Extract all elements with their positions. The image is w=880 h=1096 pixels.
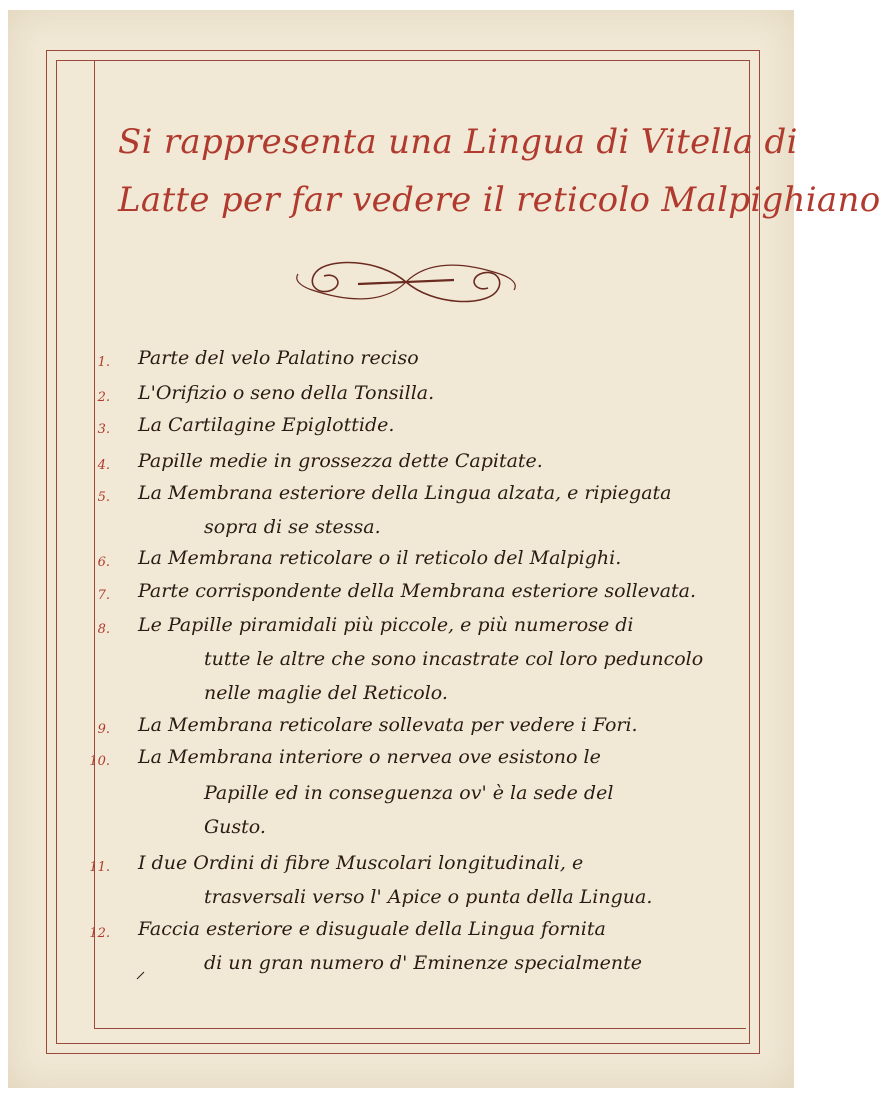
manuscript-page	[8, 10, 880, 1088]
entry-text-line: Parte del velo Palatino reciso	[138, 347, 419, 369]
entry-text-line: tutte le altre che sono incastrate col loro peduncolo	[204, 648, 704, 670]
title-line-2: Latte per far vedere il reticolo Malpighiano	[118, 180, 880, 220]
entry-number: 8.	[97, 622, 110, 637]
entry-number: 1.	[97, 355, 110, 370]
entry-text-line: La Cartilagine Epiglottide.	[138, 414, 395, 436]
entry-number: 4.	[97, 458, 110, 473]
entry-text-line: Le Papille piramidali più piccole, e più numerose di	[138, 614, 634, 636]
entry-number: 2.	[97, 390, 110, 405]
entry-text-line: La Membrana reticolare o il reticolo del Malpighi.	[138, 547, 622, 569]
entry-text-line: Papille medie in grossezza dette Capitate.	[138, 450, 543, 472]
entry-number: 6.	[97, 555, 110, 570]
entry-text-line: La Membrana interiore o nervea ove esistono le	[138, 746, 601, 768]
entry-text-line: Papille ed in conseguenza ov' è la sede del	[204, 782, 614, 804]
entry-number: 12.	[89, 926, 110, 941]
entry-number: 10.	[89, 754, 110, 769]
entry-text-line: Faccia esteriore e disuguale della Lingua fornita	[138, 918, 606, 940]
entry-text-line: sopra di se stessa.	[204, 516, 381, 538]
calligraphic-flourish	[288, 254, 524, 310]
entry-text-line: La Membrana esteriore della Lingua alzata, e ripiegata	[138, 482, 672, 504]
entry-number: 9.	[97, 722, 110, 737]
entry-text-line: L'Orifizio o seno della Tonsilla.	[138, 382, 435, 404]
entry-number: 3.	[97, 422, 110, 437]
bottom-rule	[94, 1028, 746, 1029]
entry-number: 7.	[97, 588, 110, 603]
ink-tick-mark	[136, 970, 146, 980]
margin-rule	[94, 61, 95, 1029]
entry-text-line: di un gran numero d' Eminenze specialmente	[204, 952, 642, 974]
entry-number: 5.	[97, 490, 110, 505]
entry-text-line: La Membrana reticolare sollevata per vedere i Fori.	[138, 714, 638, 736]
title-line-1: Si rappresenta una Lingua di Vitella di	[118, 122, 798, 162]
entry-text-line: Gusto.	[204, 816, 266, 838]
entry-number: 11.	[89, 860, 110, 875]
entry-text-line: Parte corrispondente della Membrana esteriore sollevata.	[138, 580, 697, 602]
entry-text-line: I due Ordini di fibre Muscolari longitudinali, e	[138, 852, 584, 874]
entry-text-line: trasversali verso l' Apice o punta della Lingua.	[204, 886, 653, 908]
entry-text-line: nelle maglie del Reticolo.	[204, 682, 448, 704]
